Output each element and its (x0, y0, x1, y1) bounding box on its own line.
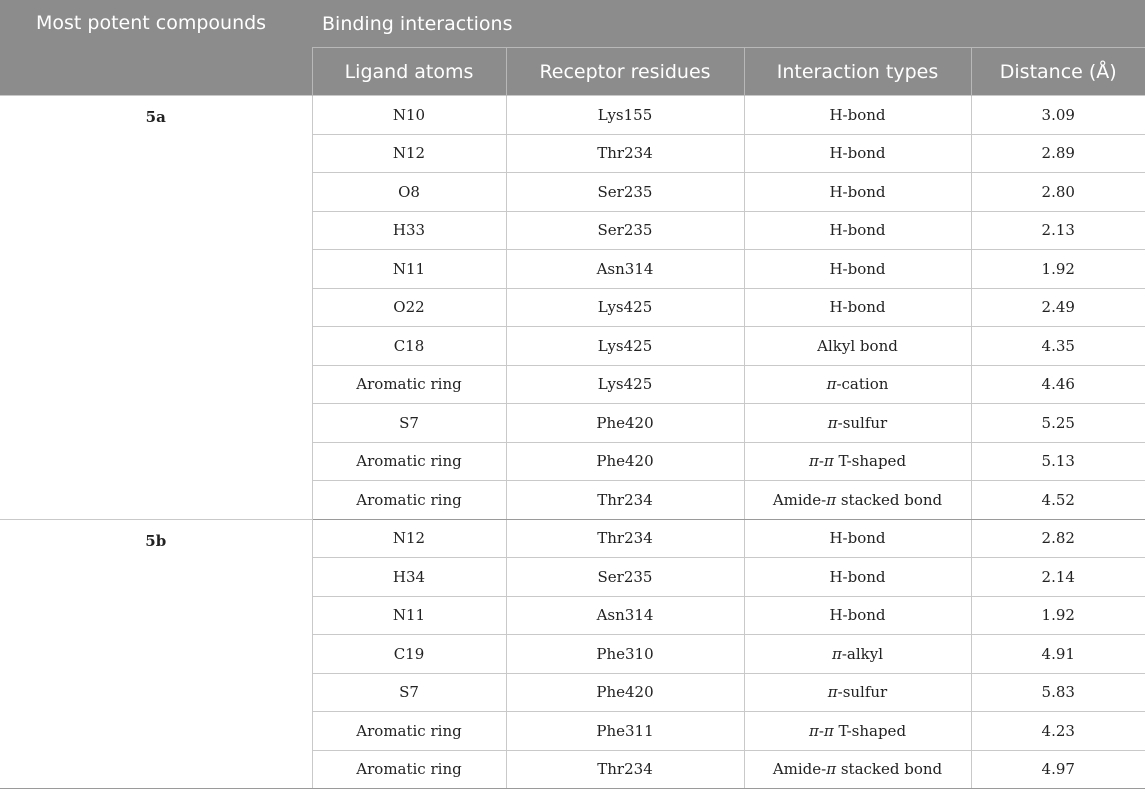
receptor-residue-cell: Phe311 (506, 712, 744, 751)
distance-cell: 1.92 (971, 250, 1145, 289)
ligand-atom-cell: N11 (312, 250, 506, 289)
ligand-atom-cell: N10 (312, 96, 506, 135)
ligand-atom-cell: H34 (312, 558, 506, 597)
interaction-type-cell: H-bond (744, 134, 971, 173)
interaction-type-cell: H-bond (744, 288, 971, 327)
distance-cell: 3.09 (971, 96, 1145, 135)
ligand-atom-cell: N11 (312, 596, 506, 635)
interaction-type-cell: Amide-π stacked bond (744, 750, 971, 789)
receptor-residue-cell: Thr234 (506, 134, 744, 173)
receptor-residue-cell: Lys425 (506, 288, 744, 327)
interaction-type-cell: H-bond (744, 96, 971, 135)
ligand-atom-cell: Aromatic ring (312, 442, 506, 481)
distance-cell: 2.13 (971, 211, 1145, 250)
ligand-atom-cell: Aromatic ring (312, 481, 506, 520)
interaction-type-cell: H-bond (744, 596, 971, 635)
distance-cell: 2.82 (971, 519, 1145, 558)
interaction-type-cell: π-π T-shaped (744, 442, 971, 481)
header-most-potent-compounds: Most potent compounds (0, 0, 312, 96)
distance-cell: 2.80 (971, 173, 1145, 212)
interaction-type-cell: H-bond (744, 173, 971, 212)
receptor-residue-cell: Phe310 (506, 635, 744, 674)
receptor-residue-cell: Asn314 (506, 250, 744, 289)
interaction-type-cell: H-bond (744, 519, 971, 558)
distance-cell: 4.46 (971, 365, 1145, 404)
table-row (0, 519, 1145, 558)
receptor-residue-cell: Ser235 (506, 558, 744, 597)
ligand-atom-cell: S7 (312, 673, 506, 712)
interaction-type-cell: Alkyl bond (744, 327, 971, 366)
distance-cell: 2.49 (971, 288, 1145, 327)
receptor-residue-cell: Thr234 (506, 519, 744, 558)
ligand-atom-cell: N12 (312, 134, 506, 173)
table-row (0, 96, 1145, 135)
receptor-residue-cell: Phe420 (506, 404, 744, 443)
header-ligand-atoms: Ligand atoms (312, 48, 506, 96)
receptor-residue-cell: Thr234 (506, 750, 744, 789)
ligand-atom-cell: C18 (312, 327, 506, 366)
ligand-atom-cell: N12 (312, 519, 506, 558)
ligand-atom-cell: C19 (312, 635, 506, 674)
receptor-residue-cell: Phe420 (506, 442, 744, 481)
header-binding-interactions: Binding interactions (312, 0, 1145, 48)
ligand-atom-cell: H33 (312, 211, 506, 250)
interaction-type-cell: Amide-π stacked bond (744, 481, 971, 520)
receptor-residue-cell: Phe420 (506, 673, 744, 712)
interaction-type-cell: H-bond (744, 211, 971, 250)
distance-cell: 5.25 (971, 404, 1145, 443)
distance-cell: 5.13 (971, 442, 1145, 481)
receptor-residue-cell: Lys425 (506, 327, 744, 366)
ligand-atom-cell: S7 (312, 404, 506, 443)
distance-cell: 4.23 (971, 712, 1145, 751)
table-header (0, 0, 1145, 96)
distance-cell: 4.52 (971, 481, 1145, 520)
distance-cell: 4.97 (971, 750, 1145, 789)
compound-cell: 5a (0, 96, 312, 520)
interaction-type-cell: H-bond (744, 558, 971, 597)
receptor-residue-cell: Asn314 (506, 596, 744, 635)
header-receptor-residues: Receptor residues (506, 48, 744, 96)
ligand-atom-cell: Aromatic ring (312, 712, 506, 751)
receptor-residue-cell: Ser235 (506, 173, 744, 212)
compound-cell: 5b (0, 519, 312, 789)
distance-cell: 2.14 (971, 558, 1145, 597)
ligand-atom-cell: Aromatic ring (312, 365, 506, 404)
distance-cell: 5.83 (971, 673, 1145, 712)
interaction-type-cell: π-cation (744, 365, 971, 404)
interaction-type-cell: π-alkyl (744, 635, 971, 674)
receptor-residue-cell: Ser235 (506, 211, 744, 250)
receptor-residue-cell: Lys425 (506, 365, 744, 404)
receptor-residue-cell: Thr234 (506, 481, 744, 520)
interaction-type-cell: H-bond (744, 250, 971, 289)
interaction-type-cell: π-sulfur (744, 673, 971, 712)
distance-cell: 2.89 (971, 134, 1145, 173)
distance-cell: 4.35 (971, 327, 1145, 366)
interaction-type-cell: π-sulfur (744, 404, 971, 443)
distance-cell: 1.92 (971, 596, 1145, 635)
ligand-atom-cell: Aromatic ring (312, 750, 506, 789)
interaction-type-cell: π-π T-shaped (744, 712, 971, 751)
header-distance: Distance (Å) (971, 48, 1145, 96)
distance-cell: 4.91 (971, 635, 1145, 674)
table-body (0, 96, 1145, 789)
header-interaction-types: Interaction types (744, 48, 971, 96)
receptor-residue-cell: Lys155 (506, 96, 744, 135)
ligand-atom-cell: O8 (312, 173, 506, 212)
ligand-atom-cell: O22 (312, 288, 506, 327)
